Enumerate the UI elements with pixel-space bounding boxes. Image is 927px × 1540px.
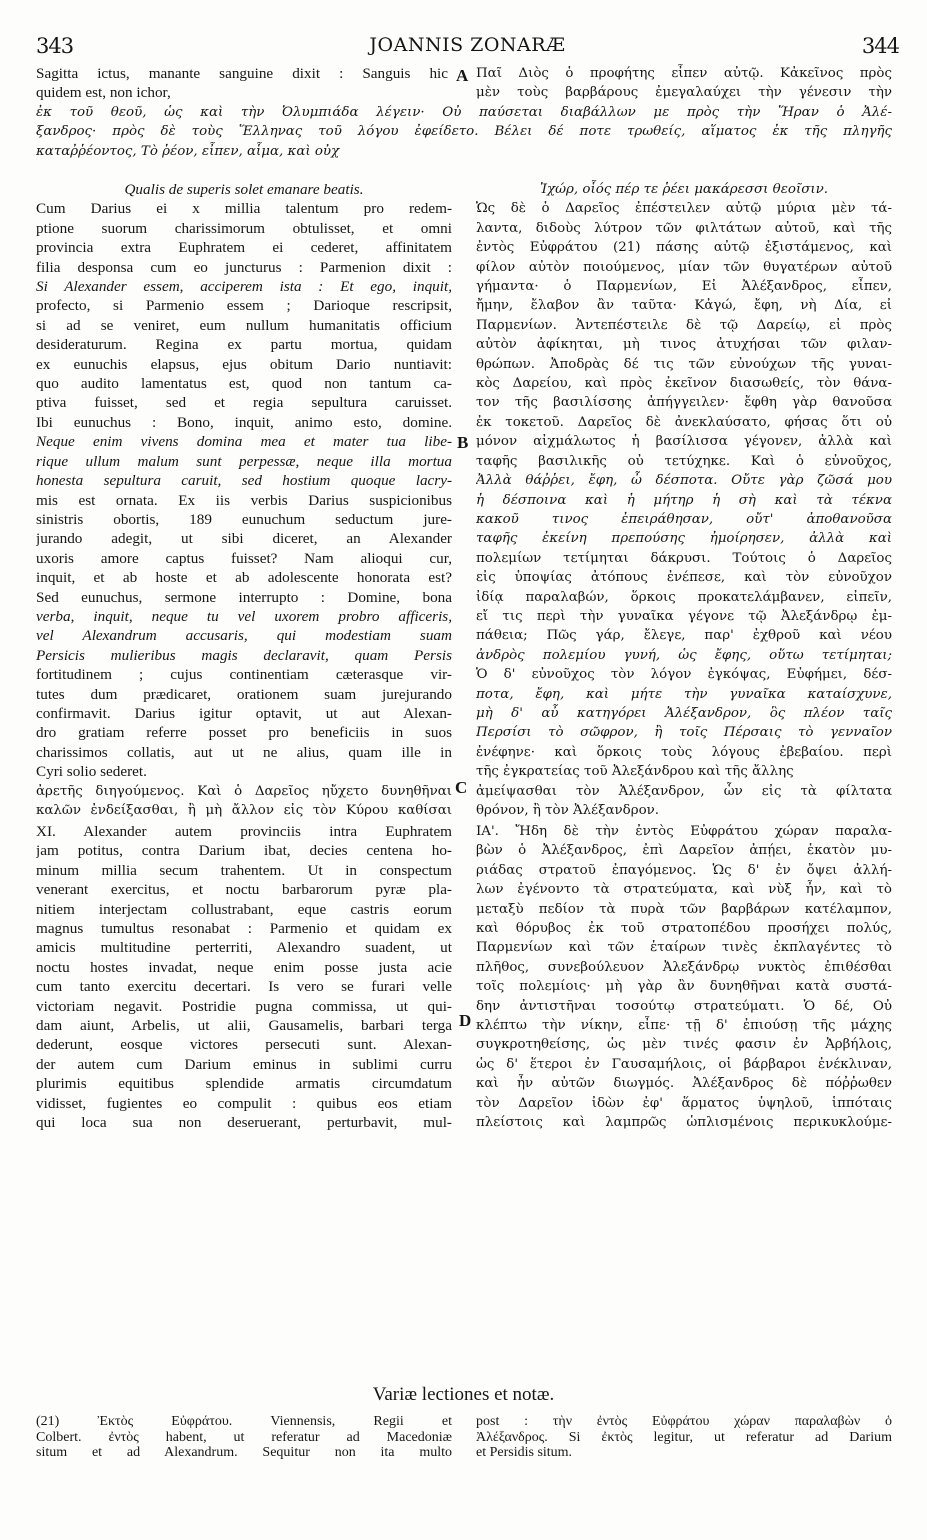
text-line: μόνον αἰχμάλωτος ἡ βασίλισσα γέγονεν, ἀλλὰ καὶ [476, 434, 892, 450]
text-line: τον τῆς βασιλίσσης ἀπήγγειλεν· ἔφθη γὰρ θανοῦσα [476, 395, 892, 411]
text-line: συγκροτηθείσης, ὡς μὲν τινές φασιν ἐν Ἀρβήλοις, [476, 1037, 892, 1053]
text-line: XI. Alexander autem provinciis intra Euphratem [36, 823, 452, 840]
verse-line: Ἰχώρ, οἷός πέρ τε ῥέει μακάρεσσι θεοῖσιν. [539, 182, 828, 197]
text-line: quo audito lamentatus est, quod non tantum ca- [36, 375, 452, 393]
text-line: Sed eunuchus, sermone interrupto : Domine, bona [36, 588, 452, 606]
text-line: Παρμενίων καὶ τῶν ἑταίρων τινὲς ἐκπλαγέντες τὸ [476, 940, 892, 956]
text-line: ταφῆς ἐκείνη πρεπούσης ἠμοίρησεν, ἀλλὰ καὶ [476, 531, 892, 547]
text-line: Sagitta ictus, manante sanguine dixit : Sanguis hic [36, 65, 448, 82]
text-line: ποτα, ἔφη, καὶ μήτε τὴν γυναῖκα καταίσχυνε, [476, 686, 892, 702]
greek-column-2-chapter-ia [476, 822, 892, 1133]
text-line: charissimos collatis, aut ut ne alius, quam ille in [36, 743, 452, 761]
text-line: uxoris amore captus fuisset? Nam alioqui cur, [36, 549, 452, 567]
text-line: ἀρετῆς διηγούμενος. Καὶ ὁ Δαρεῖος ηὔχετο δυνηθῆναι [36, 784, 452, 799]
text-line: καὶ ἦν αὐτῶν διωγμός. Ἀλέξανδρος δὲ πόῤῥωθεν [476, 1076, 892, 1092]
text-line: λων ἐγένοντο τὰ στρατεύματα, καὶ νὺξ ἦν, καὶ τὸ [476, 882, 892, 898]
margin-marker-b: B [457, 433, 469, 452]
text-line: εἴ τις περὶ τὴν γυναῖκα γέγονε τῷ Ἀλεξάνδρῳ ἐμ- [476, 608, 892, 624]
text-line: provincia extra Euphratem ei cederet, affinitatem [36, 239, 452, 257]
text-line: καλῶν ἐνδείξασθαι, ἢ μὴ ἄλλον εἰς τὸν Κύρου καθίσαι [36, 803, 452, 819]
text-line: ptiva fuisset, sed et regia sepultura caruisset. [36, 394, 452, 412]
text-line: Ἀλλὰ θάῤῥει, ἔφη, ὦ δέσποτα. Οὔτε γὰρ ζῶσά μου [476, 473, 892, 489]
text-line: mis est ornata. Ex iis verbis Darius suspicionibus [36, 491, 452, 509]
text-line: honesta sepultura caruit, sed hostium quoque lacry- [36, 472, 452, 490]
text-line: ἐκ τοκετοῦ. Δαρεῖος δὲ ἀνεκλαύσατο, φήσας ὅτι οὐ [476, 414, 892, 430]
text-line: θρώπων. Ἀποδρὰς δέ τις τῶν εὐνούχων τῆς γυναι- [476, 356, 892, 372]
text-line: plurimis equitibus splendide armatis circumdatum [36, 1075, 452, 1093]
notes-right-column [476, 1414, 892, 1461]
text-line: δην ἀντιστῆναι τοσούτῳ στρατεύματι. Ὁ δέ, Οὐ [476, 998, 892, 1014]
note-line: situm et ad Alexandrum. Sequitur non ita multo [36, 1445, 452, 1460]
text-line: ἤμην, ἔλαβον ἂν ταῦτα· Κἀγώ, ἔφη, νὴ Δία, εἰ [476, 298, 892, 314]
text-line: dederunt, eosque victores persecuti sunt. Alexan- [36, 1036, 452, 1054]
text-line: Si Alexander essem, acciperem ista : Et ego, inquit, [36, 278, 452, 296]
text-line: τῆς ἐγκρατείας τοῦ Ἀλεξάνδρου καὶ τῆς ἄλλης [476, 764, 794, 780]
text-line: filia desponsa cum eo juncturus : Parmenion dixit : [36, 258, 452, 276]
text-line: rique ullum malum sunt perpessæ, neque illa mortua [36, 452, 452, 470]
text-line: noctu hostes invadat, neque enim posse justa acie [36, 958, 452, 976]
text-line: μὲν τοὺς βαρβάρους ἐμεγαλαύχει τὴν γένεσιν τὴν [476, 85, 892, 101]
text-line: τοῖς πολεμίοις· μὴ γὰρ ἂν δυνηθῆναι κατὰ συστά- [476, 979, 892, 995]
note-line: et Persidis situm. [476, 1445, 573, 1460]
text-line: fortitudinem ; cujus continentiam cæterasque vir- [36, 666, 452, 684]
text-line: πολεμίων τετίμηται δάκρυσι. Τούτοις ὁ Δαρεῖος [476, 550, 892, 566]
text-line: Ὡς δὲ ὁ Δαρεῖος ἐπέστειλεν αὐτῷ μύρια μὲν τά- [476, 201, 892, 217]
note-line: Colbert. ἐντὸς habent, ut referatur ad Macedoniæ [36, 1429, 452, 1445]
text-line: ξανδρος· πρὸς δὲ τοὺς Ἕλληνας τοῦ λόγου ἐφείδετο. Βέλει δέ ποτε τρωθείς, αἵματος ἐκ τῆς πληγῆς [36, 124, 892, 140]
notes-heading: Variæ lectiones et notæ. [372, 1384, 555, 1405]
left-page-number: 343 [36, 34, 74, 58]
margin-marker-d: D [459, 1011, 472, 1030]
text-line: inquit, et ab hoste et ab adolescente honorata est? [36, 569, 452, 587]
margin-marker-c: C [455, 778, 468, 797]
text-line: Παρμενίων. Ἀντεπέστειλε δὲ τῷ Δαρείῳ, εἰ πρὸς [476, 317, 892, 333]
text-line: tutes dum prædicaret, orationem suam jurejurando [36, 685, 452, 703]
text-line: dro gratiam referre posset pro beneficiis in suos [36, 724, 452, 742]
margin-marker-a: A [456, 66, 469, 85]
text-line: ἡ δέσποινα καὶ ἡ μήτηρ ἡ σὴ καὶ τὰ τέκνα [476, 492, 892, 508]
text-line: γήμαντα· ὁ Παρμενίων, Εἰ Ἀλέξανδρος, εἶπεν, [476, 279, 892, 295]
text-line: ὡς δ' ἕτεροι ἐν Γαυσαμήλοις, οἱ βάρβαροι ἐνέκλιναν, [476, 1056, 892, 1072]
text-line: ΙΑ'. Ἤδη δὲ τὴν ἐντὸς Εὐφράτου χώραν παραλα- [476, 824, 892, 839]
text-line: εἰς ὑποψίας ἀτόπους ἐνέπεσε, καὶ τὸν εὐνοῦχον [476, 570, 892, 586]
text-line: qui loca sua non deseruerant, perturbavit, mul- [36, 1114, 452, 1132]
text-line: profecto, si Parmenio essem ; Darioque rescripsit, [36, 297, 452, 315]
text-line: θρόνον, ἢ τὸν Ἀλέξανδρον. [476, 803, 660, 819]
text-line: dam aiunt, Arbelis, ut alii, Gausamelis, barbari terga [36, 1017, 452, 1035]
text-line: ἐκ τοῦ θεοῦ, ὡς καὶ τὴν Ὀλυμπιάδα λέγειν· Οὐ παύσεται διαβάλλων με πρὸς τὴν Ἥραν ὁ Ἀλέ- [36, 105, 892, 120]
text-line: πάθεια; Πῶς γάρ, ἔλεγε, παρ' ἐχθροῦ καὶ νέου [476, 628, 892, 644]
text-line: desideraturum. Regina ex partu mortua, quidam [36, 336, 452, 354]
text-line: κὸς Δαρείου, καὶ πρὸς ἐκεῖνον διασωθείς, τὸν θάνα- [476, 376, 892, 392]
text-line: si ad se veniret, eum nullum humanitatis officium [36, 316, 452, 334]
text-line: der autem cum Darium eminus in sublimi curru [36, 1055, 452, 1073]
text-line: Neque enim vivens domina mea et mater tua libe- [36, 433, 452, 451]
notes-left-column [36, 1414, 452, 1461]
greek-column-2 [476, 180, 892, 782]
text-line: ex eunuchis elapsus, ejus obitum Dario nuntiavit: [36, 355, 452, 373]
text-line: τὸν Δαρεῖον ἰδὼν ἐφ' ἅρματος ὑψηλοῦ, ἱππόταις [476, 1095, 892, 1111]
text-line: amicis multitudine perterriti, Alexandro suadent, ut [36, 939, 452, 957]
text-line: Παῖ Διὸς ὁ προφήτης εἶπεν αὐτῷ. Κἀκεῖνος πρὸς [476, 66, 892, 81]
greek-tail-col2 [476, 782, 892, 821]
text-line: Ὁ δ' εὐνοῦχος τὸν λόγον ἐγκόψας, Εὐφήμει, δέσ- [476, 667, 892, 683]
note-line: (21) Ἐκτὸς Εὐφράτου. Viennensis, Regii et [36, 1414, 452, 1429]
text-line: magnus tumultus resonabat : Parmenio et quidam ex [36, 920, 452, 938]
text-line: minum millia secum trahentem. Ut in conspectum [36, 861, 452, 879]
text-line: sinistris obortis, 189 eunuchum seductum jure- [36, 510, 452, 528]
text-line: κλέπτω τὴν νίκην, εἶπε· τῇ δ' ἐπιούσῃ τῆς μάχης [476, 1018, 892, 1034]
right-page-number: 344 [861, 34, 899, 58]
page-header [36, 34, 899, 62]
text-line: Cyri solio sederet. [36, 763, 147, 781]
text-line: verba, inquit, neque tu vel uxorem probro afficeris, [36, 607, 452, 625]
text-line: ἀμείψασθαι τὸν Ἀλέξανδρον, ὧν εἰς τὰ φίλτατα [476, 784, 892, 799]
text-line: ταφῆς βασιλικῆς οὐ τετύχηκε. Καὶ ὁ εὐνοῦχος, [476, 453, 892, 469]
running-title: JOANNIS ZONARÆ [369, 34, 566, 56]
text-line: πλῆθος, συνεβούλευον Ἀλεξάνδρῳ νυκτὸς ἐπιθέσθαι [476, 959, 892, 975]
text-line: αὐτὸν ἀφίκηται, μὴ τινος ἀτυχήσαι τῶν φιλαν- [476, 337, 892, 353]
text-line: Cum Darius ei x millia talentum pro redem- [36, 200, 452, 218]
latin-column-1 [36, 180, 452, 782]
latin-column-1-chapter-xi [36, 822, 452, 1133]
text-line: Περσίσι τὸ σῶφρον, ἢ τοῖς Πέρσαις τὸ γενναῖον [476, 725, 892, 741]
text-line: ριάδας στρατοῦ ἐπαγόμενος. Ὡς δ' ἐν ὄψει ἀλλή- [476, 862, 892, 878]
greek-tail-col1 [36, 782, 452, 821]
text-line: κακοῦ τινος ἐπειράθησαν, οὔτ' ἀποθανοῦσα [476, 511, 892, 527]
text-line: ἐντὸς Εὐφράτου (21) πάσης αὐτῷ ἐξιστάμενος, καὶ [476, 240, 892, 256]
text-line: confirmavit. Darius igitur optavit, ut aut Alexan- [36, 704, 452, 722]
verse-line: Qualis de superis solet emanare beatis. [124, 181, 364, 198]
text-line: ptione suorum charissimorum obtulisset, et omni [36, 219, 452, 237]
text-line: ἰδίᾳ παραλαβών, ὅρκοις προκατελάμβανεν, εἰπεῖν, [476, 589, 892, 605]
text-line: quidem est, non ichor, [36, 84, 171, 102]
top-latin-block [36, 64, 448, 103]
text-line: vel Alexandrum accusaris, qui modestiam suam [36, 627, 452, 645]
text-line: jurando adegit, ut sibi diceret, an Alexander [36, 530, 452, 548]
text-line: venerant exercitus, et noctu barbarorum pyræ pla- [36, 881, 452, 899]
text-line: Persicis mulieribus magis declaravit, quam Persis [36, 646, 452, 664]
text-line: καταῤῥέοντος, Τὸ ῥέον, εἶπεν, αἷμα, καὶ οὐχ [36, 143, 340, 159]
text-line: πλείστοις καὶ λαμπρῶς ὡπλισμένοις περικυκλούμε- [476, 1115, 892, 1131]
text-line: cum tanto exercitu decertari. Is vero se furari velle [36, 978, 452, 996]
text-line: φίλον αὐτὸν ποιούμενος, μίαν τῶν θυγατέρων αὐτοῦ [476, 259, 892, 275]
text-line: jam potitus, contra Darium ibat, decies centena ho- [36, 842, 452, 860]
text-line: victoriam negavit. Postridie pugna commissa, ut qui- [36, 997, 452, 1015]
text-line: βὼν ὁ Ἀλέξανδρος, ἐπὶ Δαρεῖον ἀπῄει, ἑκατὸν μυ- [476, 843, 892, 859]
note-line: post : τὴν ἐντὸς Εὐφράτου χώραν παραλαβὼν ὁ [476, 1414, 892, 1429]
text-line: ἐνέφηνε· καὶ ὅρκοις τοὺς λόγους ἐβεβαίου. περὶ [476, 744, 892, 760]
text-line: λαντα, διδοὺς λύτρον τῶν φιλτάτων αὐτοῦ, καὶ τῆς [476, 220, 892, 236]
text-line: μεταξὺ πεδίον τὰ πυρὰ τῶν βαρβάρων κατέλαμπον, [476, 901, 892, 917]
text-line: μὴ δ' αὖ κατηγόρει Ἀλέξανδρον, ὃς πλέον ταῖς [476, 705, 892, 721]
top-greek-block-a [476, 64, 892, 103]
top-greek-full-block [36, 103, 892, 161]
text-line: Ibi eunuchus : Bono, inquit, animo esto, domine. [36, 413, 452, 431]
text-line: nitiem interjectam collustrabant, eque castris eorum [36, 900, 452, 918]
note-line: Ἀλέξανδρος. Si ἐκτὸς legitur, ut referatur ad Darium [476, 1429, 892, 1445]
text-line: καὶ θόρυβος ἐκ τοῦ στρατοπέδου προσήχει πολύς, [476, 921, 892, 937]
text-line: ἀνδρὸς πολεμίου γυνή, ὡς ἔφης, οὕτω τετίμηται; [476, 647, 892, 663]
text-line: vidisset, fugientes eo compulit : quibus eos etiam [36, 1094, 452, 1112]
